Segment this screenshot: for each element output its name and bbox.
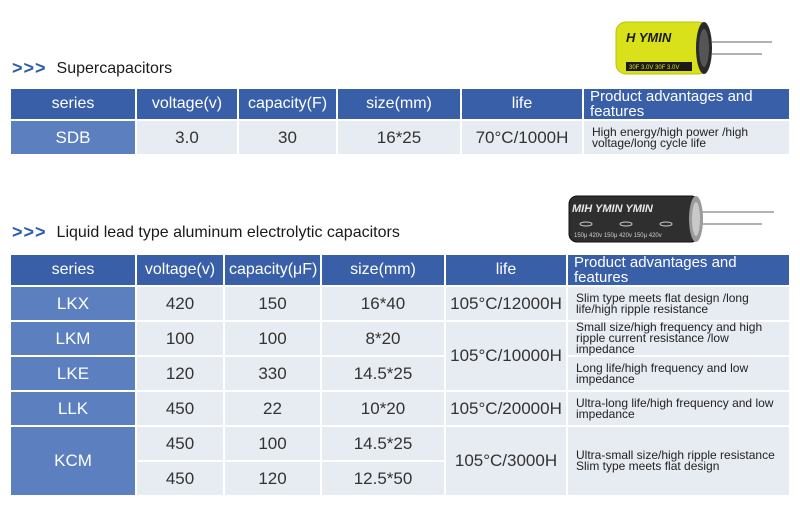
svg-text:150μ 420v 150μ 420v 150μ 420: 150μ 420v 150μ 420v 150μ 420v	[574, 233, 662, 239]
svg-text:30F 3.0V 30F 3.0V: 30F 3.0V 30F 3.0V	[629, 65, 680, 71]
svg-text:H YMIN: H YMIN	[626, 30, 672, 45]
arrows-icon: >>>	[12, 58, 47, 78]
voltage-cell: 420	[137, 287, 223, 320]
supercapacitor-image	[612, 18, 774, 78]
size-cell: 16*25	[338, 121, 460, 154]
voltage-cell: 120	[137, 357, 223, 390]
voltage-cell: 450	[137, 392, 223, 425]
table-row	[11, 121, 789, 154]
voltage-cell: 450	[137, 462, 223, 495]
table-header-row	[11, 89, 789, 119]
electrolytic-capacitor-table	[9, 253, 791, 497]
voltage-cell: 450	[137, 427, 223, 460]
series-cell: LKX	[11, 287, 135, 320]
capacity-cell: 22	[225, 392, 320, 425]
supercapacitor-table	[9, 87, 791, 156]
size-cell: 10*20	[322, 392, 444, 425]
svg-text:MIH YMIN YMIN: MIH YMIN YMIN	[572, 203, 653, 215]
table-row	[11, 392, 789, 425]
table-row	[11, 427, 789, 460]
size-cell: 16*40	[322, 287, 444, 320]
features-cell: Ultra-small size/high ripple resistance Slim type meets flat design	[568, 427, 789, 495]
series-cell: SDB	[11, 121, 135, 154]
size-cell: 14.5*25	[322, 357, 444, 390]
features-cell: Long life/high frequency and low impedance	[568, 357, 789, 390]
capacity-cell: 100	[225, 427, 320, 460]
features-cell: Small size/high frequency and high ripple current resistance /low impedance	[568, 322, 789, 355]
voltage-cell: 100	[137, 322, 223, 355]
capacity-cell: 120	[225, 462, 320, 495]
table-row	[11, 287, 789, 320]
table-row	[11, 322, 789, 355]
features-cell: Ultra-long life/high frequency and low impedance	[568, 392, 789, 425]
capacity-cell: 100	[225, 322, 320, 355]
header-capacity: capacity(F)	[239, 89, 336, 119]
header-series: series	[11, 89, 135, 119]
header-capacity: capacity(μF)	[225, 255, 320, 285]
life-cell: 105°C/20000H	[446, 392, 566, 425]
size-cell: 14.5*25	[322, 427, 444, 460]
series-cell: LLK	[11, 392, 135, 425]
size-cell: 12.5*50	[322, 462, 444, 495]
series-cell: LKE	[11, 357, 135, 390]
header-series: series	[11, 255, 135, 285]
series-cell: LKM	[11, 322, 135, 355]
section-heading-supercapacitors	[12, 58, 172, 79]
capacity-cell: 150	[225, 287, 320, 320]
header-size: size(mm)	[322, 255, 444, 285]
section-title: Supercapacitors	[56, 59, 173, 77]
section-title: Liquid lead type aluminum electrolytic capacitors	[56, 223, 400, 241]
header-features: Product advantages and features	[568, 255, 789, 285]
series-cell: KCM	[11, 427, 135, 495]
header-size: size(mm)	[338, 89, 460, 119]
electrolytic-capacitor-image	[566, 192, 778, 248]
size-cell: 8*20	[322, 322, 444, 355]
capacity-cell: 30	[239, 121, 336, 154]
life-cell: 105°C/3000H	[446, 427, 566, 495]
life-cell: 105°C/10000H	[446, 322, 566, 390]
header-voltage: voltage(v)	[137, 255, 223, 285]
header-voltage: voltage(v)	[137, 89, 237, 119]
table-header-row	[11, 255, 789, 285]
header-life: life	[462, 89, 582, 119]
life-cell: 70°C/1000H	[462, 121, 582, 154]
life-cell: 105°C/12000H	[446, 287, 566, 320]
section-heading-aluminum	[12, 222, 400, 243]
features-cell: High energy/high power /high voltage/long cycle life	[584, 121, 789, 154]
arrows-icon: >>>	[12, 222, 47, 242]
capacity-cell: 330	[225, 357, 320, 390]
voltage-cell: 3.0	[137, 121, 237, 154]
table-row	[11, 357, 789, 390]
header-features: Product advantages and features	[584, 89, 789, 119]
features-cell: Slim type meets flat design /long life/high ripple resistance	[568, 287, 789, 320]
header-life: life	[446, 255, 566, 285]
